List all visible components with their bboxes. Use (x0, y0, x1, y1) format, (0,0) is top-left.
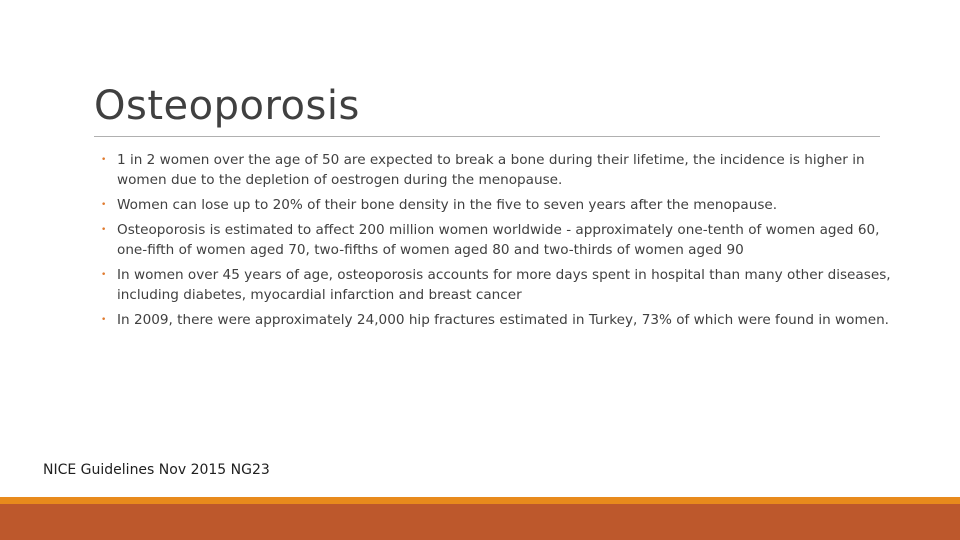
footer-band-dark (0, 504, 960, 540)
bullet-text: In women over 45 years of age, osteoporosis accounts for more days spent in hospital than many other diseases, including diabetes, myocardial infarction and breast cancer (117, 267, 891, 303)
bullet-item (101, 195, 891, 215)
bullet-marker-icon: • (101, 155, 107, 165)
bullet-text: Osteoporosis is estimated to affect 200 million women worldwide - approximately one-tenth of women aged 60, one-fifth of women aged 70, two-fifths of women aged 80 and two-thirds of women aged 90 (117, 222, 880, 258)
bullet-marker-icon: • (101, 315, 107, 325)
bullet-marker-icon: • (101, 225, 107, 235)
bullet-marker-icon: • (101, 270, 107, 280)
bullet-marker-icon: • (101, 200, 107, 210)
bullet-item (101, 220, 891, 260)
bullet-text: Women can lose up to 20% of their bone density in the five to seven years after the menopause. (117, 197, 778, 213)
slide-title: Osteoporosis (94, 83, 360, 129)
bullet-list (101, 150, 891, 335)
source-citation: NICE Guidelines Nov 2015 NG23 (43, 462, 270, 478)
bullet-item (101, 265, 891, 305)
bullet-text: In 2009, there were approximately 24,000 hip fractures estimated in Turkey, 73% of which were found in women. (117, 312, 890, 328)
footer-band-light (0, 497, 960, 504)
title-divider (94, 136, 880, 137)
bullet-item (101, 150, 891, 190)
bullet-text: 1 in 2 women over the age of 50 are expected to break a bone during their lifetime, the incidence is higher in women due to the depletion of oestrogen during the menopause. (117, 152, 865, 188)
bullet-item (101, 310, 891, 330)
